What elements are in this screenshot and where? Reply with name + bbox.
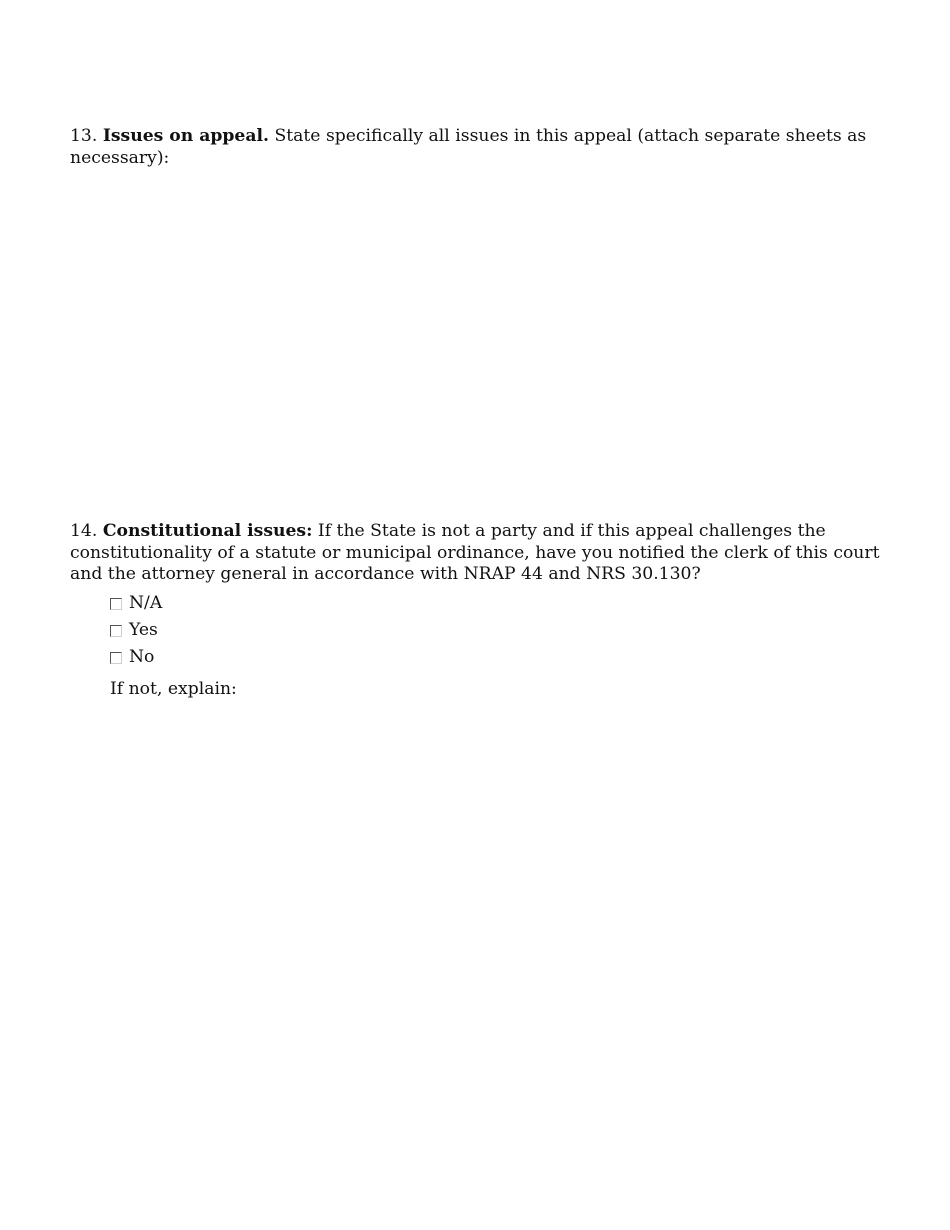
question-14-heading: Constitutional issues:	[102, 521, 313, 541]
question-13-number: 13.	[70, 126, 98, 146]
question-13	[70, 126, 880, 169]
explain-label: If not, explain:	[110, 679, 237, 699]
option-yes	[110, 616, 162, 643]
option-no	[110, 643, 162, 670]
no-checkbox[interactable]	[110, 652, 122, 664]
question-13-heading: Issues on appeal.	[102, 126, 269, 146]
na-checkbox[interactable]	[110, 598, 122, 610]
question-13-text: State specifically all issues in this appeal (attach separate sheets as necessary):	[70, 126, 867, 168]
option-yes-label: Yes	[129, 619, 158, 640]
question-14	[70, 521, 880, 586]
option-no-label: No	[129, 646, 155, 667]
yes-checkbox[interactable]	[110, 625, 122, 637]
question-14-text: If the State is not a party and if this appeal challenges the constitutionality of a statute or municipal ordinance, have you notified the clerk of this court and the attorney general in accordance with NRAP 44 and NRS 30.130?	[70, 521, 880, 584]
question-14-number: 14.	[70, 521, 98, 541]
option-na-label: N/A	[129, 592, 163, 613]
option-na	[110, 589, 162, 616]
question-14-options	[110, 589, 162, 670]
